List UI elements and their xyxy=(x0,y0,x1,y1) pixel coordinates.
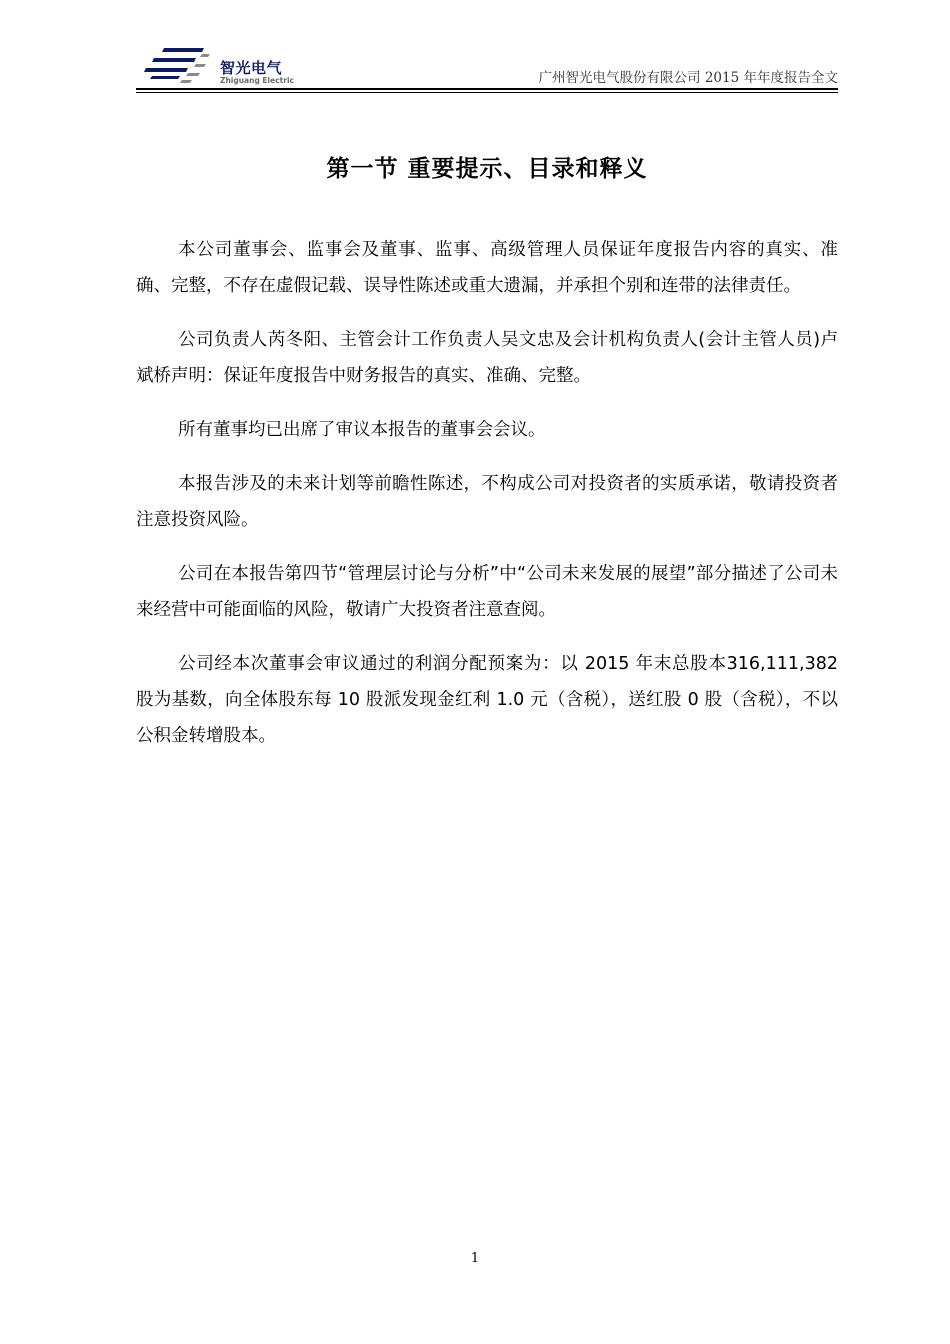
page-number: 1 xyxy=(470,1251,480,1266)
paragraph-financial-declaration: 公司负责人芮冬阳、主管会计工作负责人吴文忠及会计机构负责人(会计主管人员)卢斌桥声明：保证年度报告中财务报告的真实、准确、完整。 xyxy=(136,330,838,386)
document-title: 广州智光电气股份有限公司 2015 年年度报告全文 xyxy=(538,70,838,86)
paragraph-risk-reference: 公司在本报告第四节“管理层讨论与分析”中“公司未来发展的展望”部分描述了公司未来经营中可能面临的风险，敬请广大投资者注意查阅。 xyxy=(136,564,838,620)
paragraph-board-attendance: 所有董事均已出席了审议本报告的董事会会议。 xyxy=(178,420,546,440)
paragraph-forward-looking: 本报告涉及的未来计划等前瞻性陈述，不构成公司对投资者的实质承诺，敬请投资者注意投资风险。 xyxy=(136,474,838,530)
paragraph-profit-distribution: 公司经本次董事会审议通过的利润分配预案为：以 2015 年末总股本316,111,382 股为基数，向全体股东每 10 股派发现金红利 1.0 元（含税），送红股 0 股（含税），不以公积金转增股本。 xyxy=(136,654,838,746)
company-logo xyxy=(142,44,302,86)
body-text xyxy=(136,232,838,772)
logo-mark-icon xyxy=(142,44,218,86)
section-title: 第一节 重要提示、目录和释义 xyxy=(326,156,648,182)
logo-english-name: Zhiguang Electric xyxy=(220,76,294,85)
logo-chinese-name: 智光电气 xyxy=(220,59,283,77)
header-divider xyxy=(136,88,838,93)
paragraph-responsibility-statement: 本公司董事会、监事会及董事、监事、高级管理人员保证年度报告内容的真实、准确、完整，不存在虚假记载、误导性陈述或重大遗漏，并承担个别和连带的法律责任。 xyxy=(136,240,838,296)
page-header xyxy=(136,36,838,94)
